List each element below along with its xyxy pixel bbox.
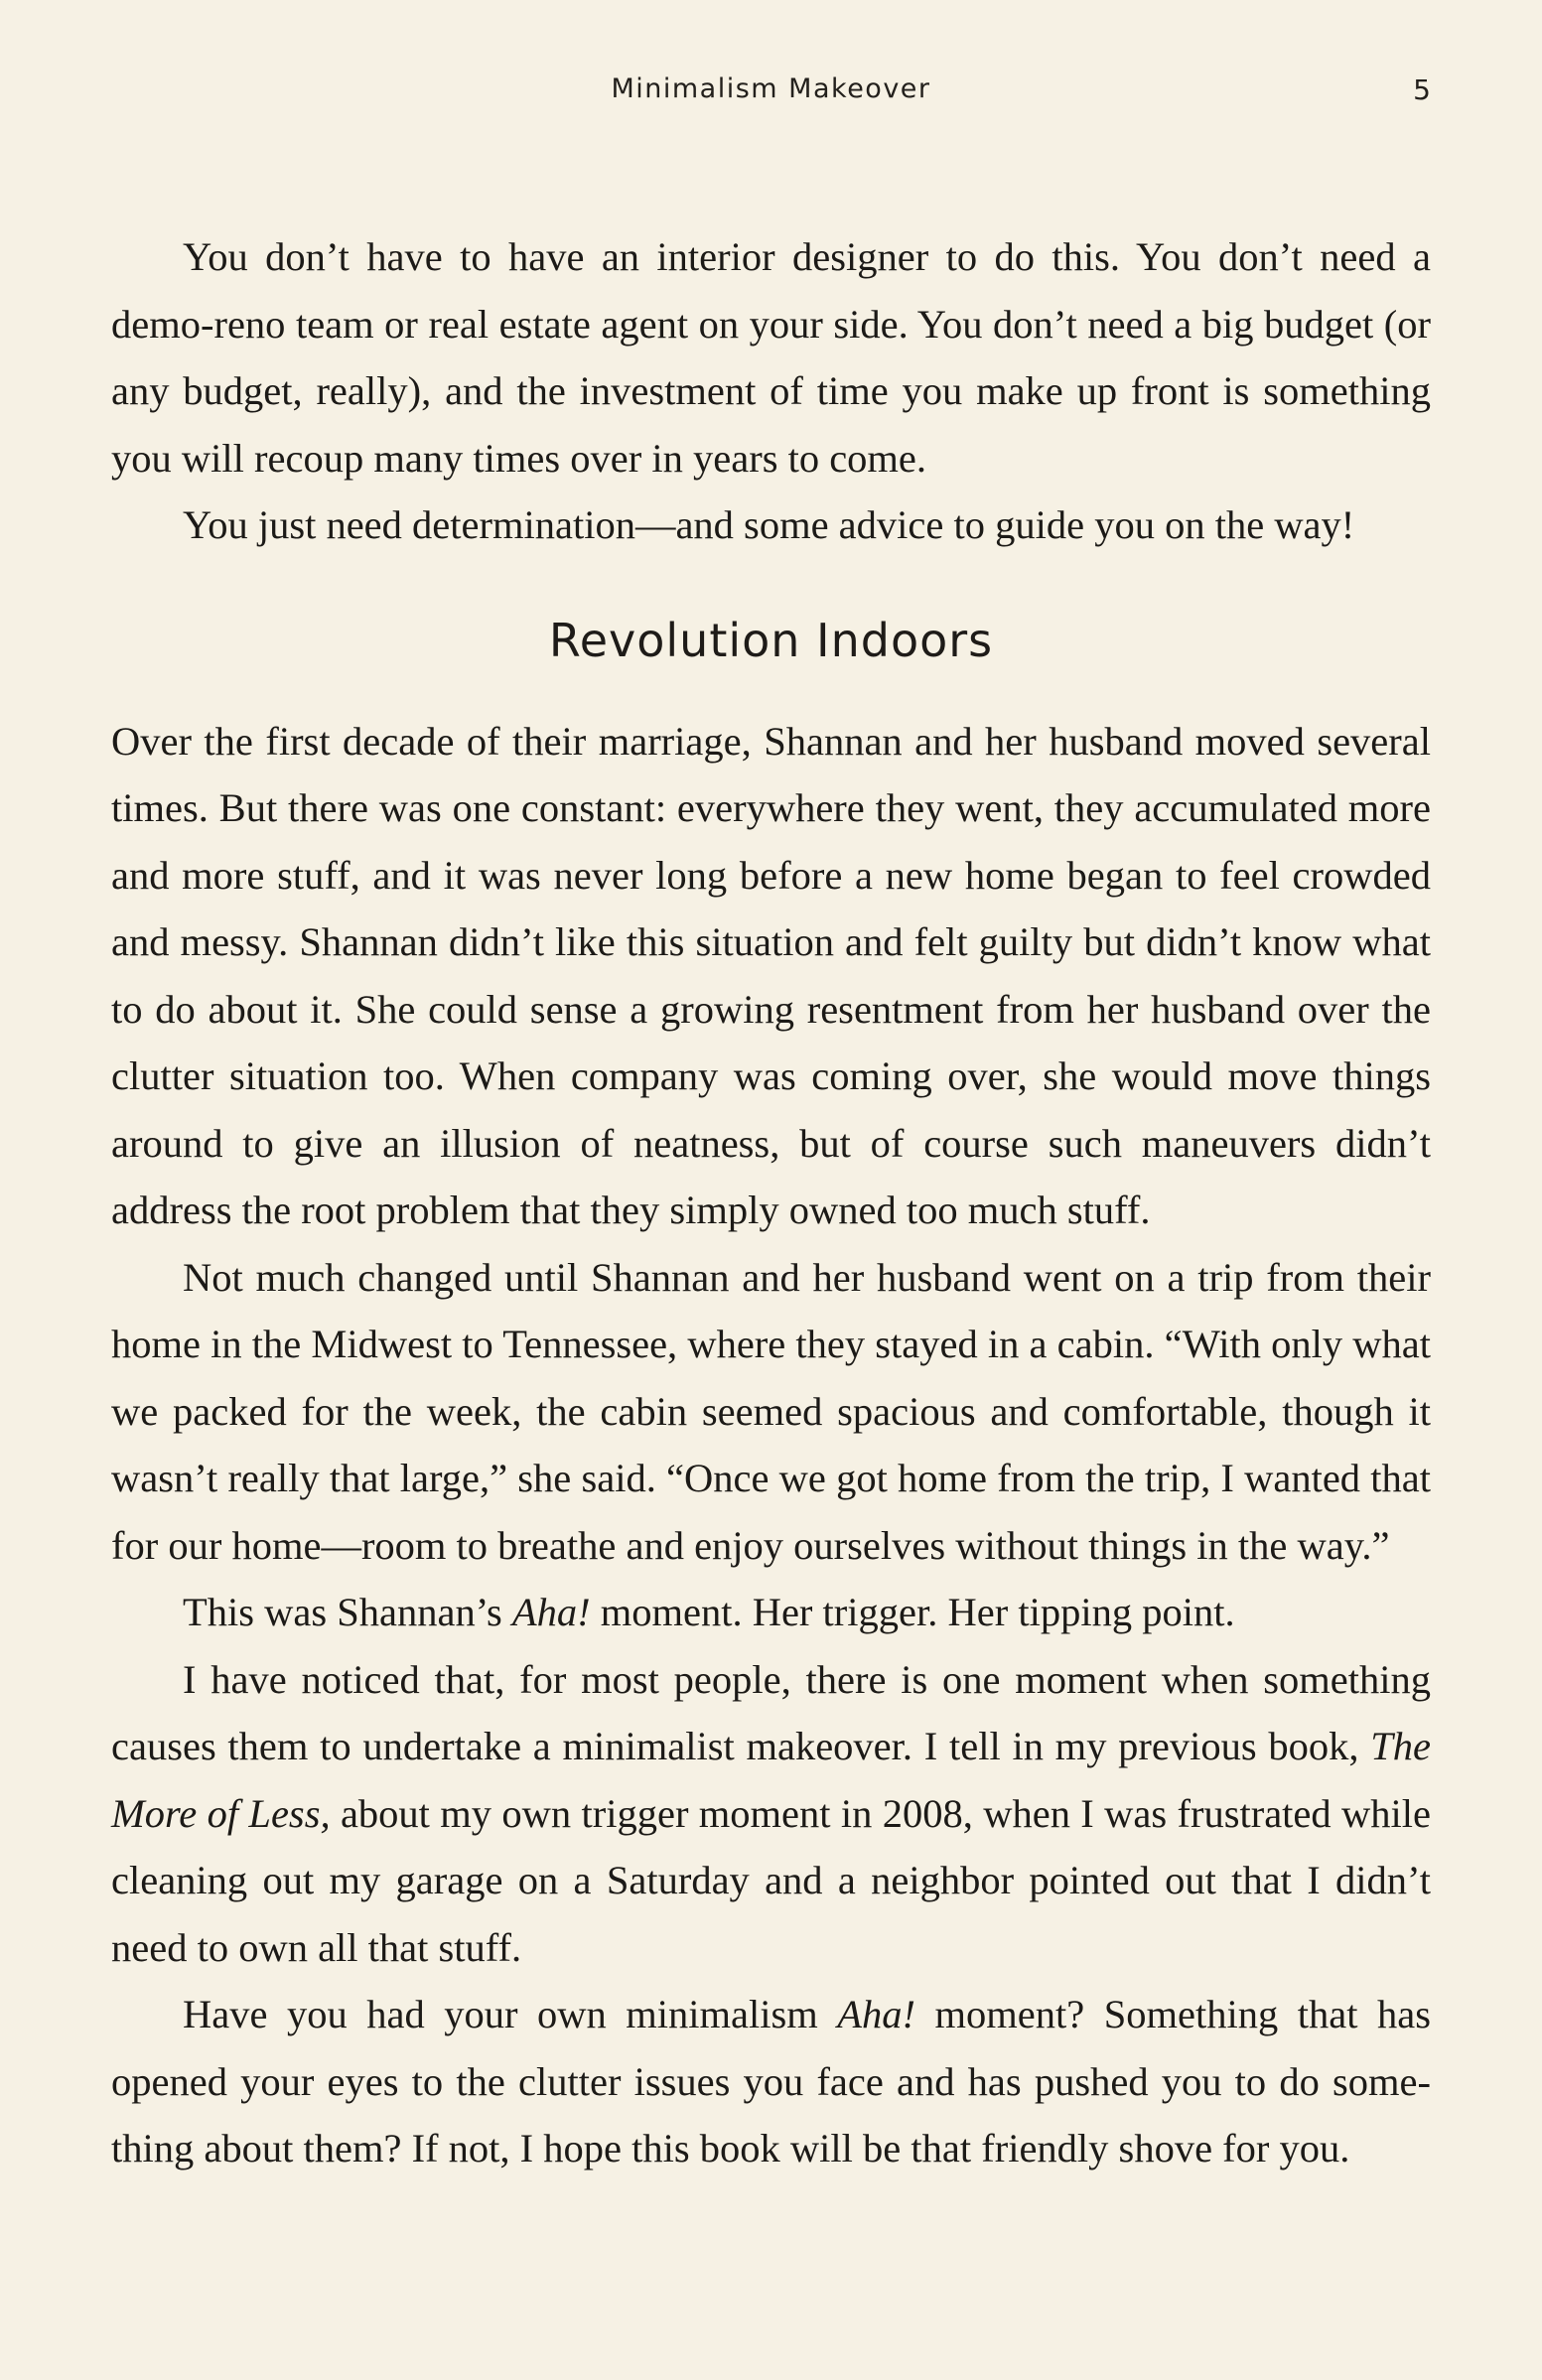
running-header xyxy=(111,73,1431,113)
intro-paragraph-1: You don’t have to have an interior designer to do this. You don’t need a demo-reno team or real estate agent on your side. You don’t need a big budget (or any budget, really), and the investment of time you make up front is something you will recoup many times over in years to come. xyxy=(111,234,1431,481)
page-number: 5 xyxy=(1413,73,1431,106)
paragraph-text: I have noticed that, for most people, there is one moment when something causes them to undertake a minimalist makeover. I tell in my previous book, xyxy=(111,1656,1431,1768)
paragraph-text: Have you had your own minimalism xyxy=(183,1992,838,2036)
paragraph-text: moment? Something that has opened your eyes to the clutter issues you face and has pushed you to do something about them? If not, I hope this book will be that friendly shove for you. xyxy=(111,1992,1431,2170)
intro-paragraph-2: You just need determination—and some advice to guide you on the way! xyxy=(183,502,1355,547)
page-body xyxy=(111,223,1431,2182)
aha-emphasis: Aha! xyxy=(511,1590,591,1634)
section-heading: Revolution Indoors xyxy=(548,613,994,667)
aha-emphasis: Aha! xyxy=(837,1992,915,2036)
running-title: Minimalism Makeover xyxy=(611,73,931,104)
section-paragraph-2: Not much changed until Shannan and her husband went on a trip from their home in the Midwest to Tennessee, where they stayed in a cabin. “With only what we packed for the week, the cabin seemed spacious and comfortable, though it wasn’t really that large,” she said. “Once we got home from the trip, I wanted that for our home—room to breathe and enjoy ourselves without things in the way.” xyxy=(111,1254,1431,1568)
paragraph-text: This was Shannan’s xyxy=(183,1590,512,1634)
section-paragraph-4 xyxy=(111,1646,1431,1982)
paragraph-text: about my own trigger moment in 2008, when I was frustrated while cleaning out my garage on a Saturday and a neighbor pointed out that I didn’t need to own all that stuff. xyxy=(111,1790,1431,1970)
section-paragraph-1: Over the first decade of their marriage, Shannan and her husband moved several times. But there was one constant: everywhere they went, they accumulated more and more stuff, and it was never long before a new home began to feel crowded and messy. Shannan didn’t like this situation and felt guilty but didn’t know what to do about it. She could sense a growing resentment from her husband over the clutter situation too. When company was coming over, she would move things around to give an illusion of neatness, but of course such maneuvers didn’t address the root problem that they simply owned too much stuff. xyxy=(111,718,1431,1232)
section-paragraph-3 xyxy=(111,1579,1431,1646)
book-title: The More of Less, xyxy=(111,1724,1431,1836)
section-paragraph-5 xyxy=(111,1981,1431,2182)
paragraph-text: moment. Her trigger. Her tipping point. xyxy=(590,1590,1235,1634)
